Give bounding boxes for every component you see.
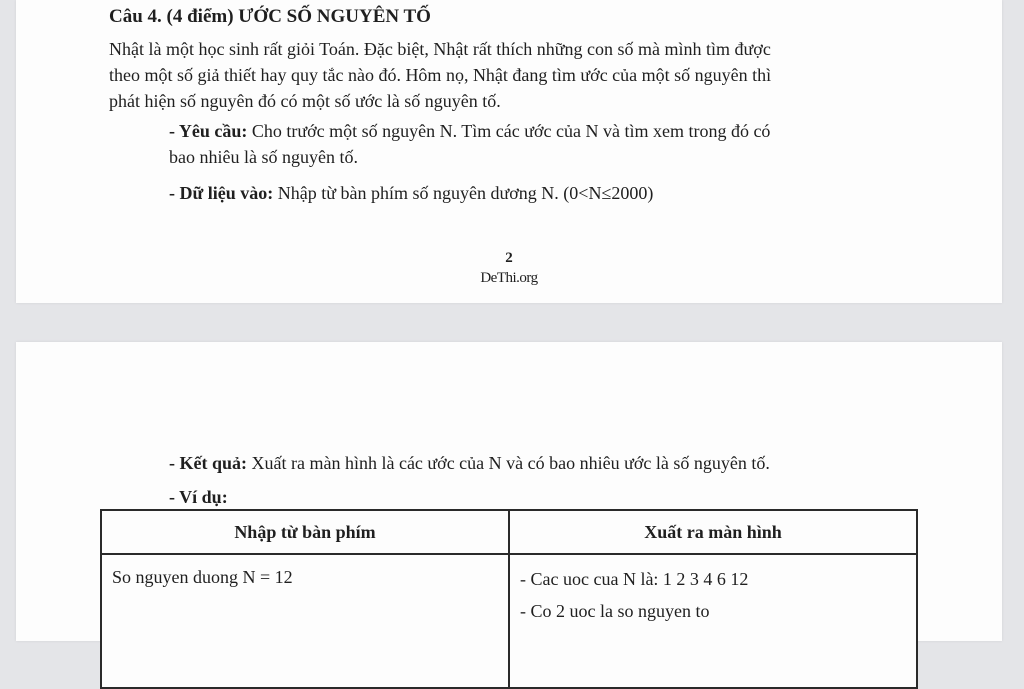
table-cell-input xyxy=(101,554,509,688)
example-label: - Ví dụ: xyxy=(169,487,228,507)
input-spec-paragraph xyxy=(169,180,929,206)
input-spec-text: Nhập từ bàn phím số nguyên dương N. (0<N≤2000) xyxy=(273,183,654,203)
example-table xyxy=(100,509,918,689)
site-watermark: DeThi.org xyxy=(480,270,538,286)
column-header-output: Xuất ra màn hình xyxy=(509,510,917,554)
table-row xyxy=(101,554,917,688)
requirement-label: - Yêu cầu: xyxy=(169,121,248,141)
intro-line-3: phát hiện số nguyên đó có một số ước là số nguyên tố. xyxy=(109,91,501,111)
cell-output-line-1: - Cac uoc cua N là: 1 2 3 4 6 12 xyxy=(520,569,749,589)
requirement-text-2: bao nhiêu là số nguyên tố. xyxy=(169,147,358,167)
input-spec-label: - Dữ liệu vào: xyxy=(169,183,274,203)
result-label: - Kết quả: xyxy=(169,453,247,473)
column-header-input: Nhập từ bàn phím xyxy=(101,510,509,554)
result-paragraph xyxy=(169,450,770,476)
table-cell-output xyxy=(509,554,917,688)
intro-line-2: theo một số giả thiết hay quy tắc nào đó. Hôm nọ, Nhật đang tìm ước của một số nguyên thì xyxy=(109,65,772,85)
document-page-1 xyxy=(16,0,1002,303)
intro-line-1: Nhật là một học sinh rất giỏi Toán. Đặc biệt, Nhật rất thích những con số mà mình tìm được xyxy=(109,39,771,59)
question-title: Câu 4. (4 điểm) ƯỚC SỐ NGUYÊN TỐ xyxy=(109,6,431,27)
cell-input-text: So nguyen duong N = 12 xyxy=(112,567,293,587)
cell-output-line-2: - Co 2 uoc la so nguyen to xyxy=(520,601,710,621)
requirement-paragraph xyxy=(169,118,929,170)
page-number: 2 xyxy=(505,250,513,266)
input-spec-line xyxy=(169,180,929,206)
requirement-text-1: Cho trước một số nguyên N. Tìm các ước của N và tìm xem trong đó có xyxy=(247,121,771,141)
question-intro xyxy=(109,36,929,114)
result-text: Xuất ra màn hình là các ước của N và có bao nhiêu ước là số nguyên tố. xyxy=(247,453,770,473)
table-header-row xyxy=(101,510,917,554)
requirement-line-1 xyxy=(169,118,929,144)
